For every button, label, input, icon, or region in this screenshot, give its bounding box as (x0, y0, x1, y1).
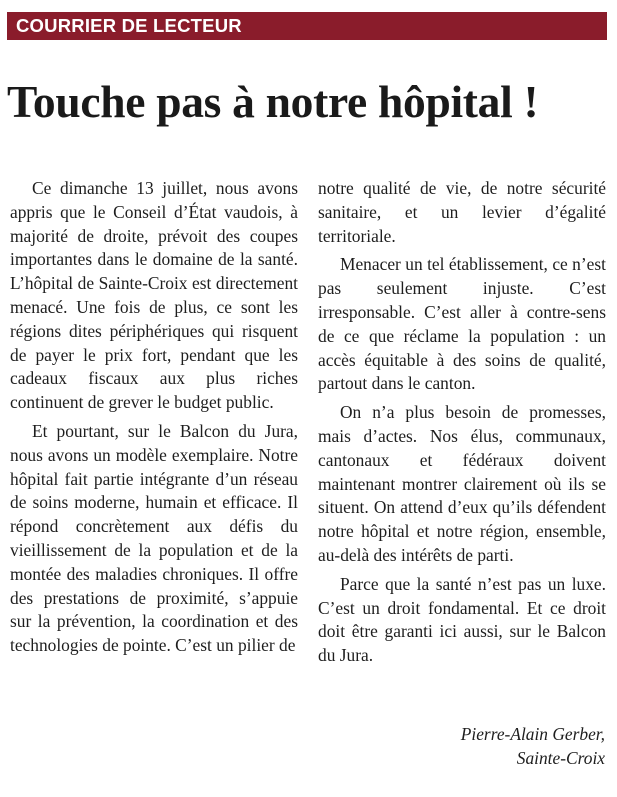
article-headline: Touche pas à notre hôpital ! (7, 76, 539, 127)
article-paragraph-4: On n’a plus besoin de promesses, mais d’actes. Nos élus, communaux, cantonaux et fédéraux doivent maintenant montrer clairement où ils se situent. On attend d’eux qu’ils défendent notre hôpital et notre région, ensemble, au-delà des intérêts de parti. (318, 402, 606, 565)
article-paragraph-1: Ce dimanche 13 juillet, nous avons appris que le Conseil d’État vaudois, à majorité de droite, prévoit des coupes importantes dans le domaine de la santé. L’hôpital de Sainte-Croix est directement menacé. Une fois de plus, ce sont les régions dites périphériques qui risquent de payer le prix fort, pendant que les cadeaux fiscaux aux plus riches continuent de grever le budget public. (10, 178, 298, 413)
article-paragraph-2-start: Et pourtant, sur le Balcon du Jura, nous avons un modèle exemplaire. Notre hôpital fait partie intégrante d’un réseau de soins moderne, humain et efficace. Il répond concrètement aux défis du vieillissement de la population et de la montée des maladies chroniques. Il offre des prestations de proximité, s’appuie sur la prévention, la coordination et des technologies de pointe. C’est un pilier de (10, 420, 298, 656)
article-column-left (10, 177, 298, 658)
article-paragraph-2-end: notre qualité de vie, de notre sécurité sanitaire, et un levier d’égalité territoriale. (318, 178, 606, 246)
article-column-right (318, 177, 606, 668)
rubric-label: COURRIER DE LECTEUR (16, 15, 242, 36)
article-paragraph-5: Parce que la santé n’est pas un luxe. C’est un droit fondamental. Et ce droit doit être garanti ici aussi, sur le Balcon du Jura. (318, 573, 606, 666)
author-place: Sainte-Croix (516, 748, 605, 768)
author-signature (305, 722, 605, 770)
article-paragraph-3: Menacer un tel établissement, ce n’est pas seulement injuste. C’est irresponsable. C’est aller à contre-sens de ce que réclame la population : un accès équitable à des soins de qualité, partout dans le canton. (318, 254, 606, 394)
rubric-banner (7, 12, 607, 40)
author-name: Pierre-Alain Gerber, (460, 724, 605, 744)
